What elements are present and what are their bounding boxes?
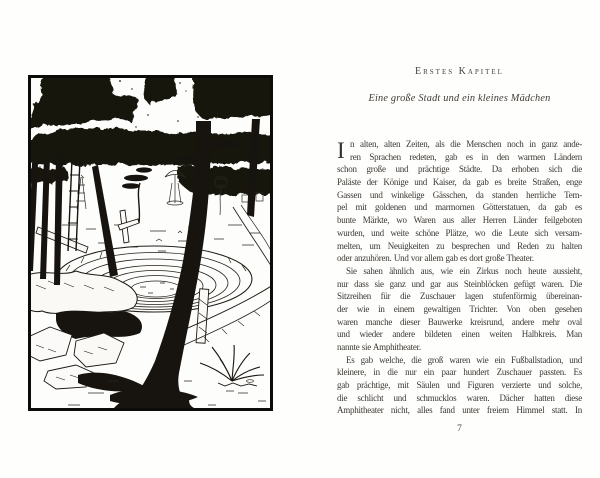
drop-cap: I [337,138,345,163]
body-line: die schlicht und schmucklos waren. Dächer hatten diese [337,392,582,403]
illustration-svg [28,75,273,411]
chapter-subtitle: Eine große Stadt und ein kleines Mädchen [368,93,551,104]
chapter-body [337,138,582,417]
body-line: Paläste der Könige und Kaiser, da gab es breite Straßen, enge [337,177,582,188]
body-line: Sitzreihen für die Zuschauer lagen stufenförmig übereinan- [337,291,582,302]
right-page [337,0,582,478]
body-line: nannte sie Amphitheater. [337,342,421,352]
body-line: bunte Märkte, wo Waren aus aller Herren Länder feilgeboten [337,215,582,226]
body-line: wurden, und weite schöne Plätze, wo die Leute sich versam- [337,227,582,238]
body-line: und wieder andere bildeten einen weiten Halbkreis. Man [337,329,582,340]
body-line: der wie in einem gewaltigen Trichter. Von oben gesehen [337,303,582,314]
body-line: schon große und prächtige Städte. Da erhoben sich die [337,164,582,175]
chapter-heading: Erstes Kapitel [415,66,504,77]
body-line: ren Sprachen redeten, gab es in den warmen Ländern [350,151,582,162]
body-line: kleinere, in die nur ein paar hundert Zuschauer passten. Es [337,367,582,378]
body-line: Gassen und winkelige Gässchen, da standen herrliche Tem- [337,189,582,200]
body-line: Amphitheater nicht, alles fand unter freiem Himmel statt. In [337,405,582,416]
body-line: Es gab welche, die groß waren wie ein Fußballstadion, und [346,354,582,365]
body-line: melten, um Neuigkeiten zu besprechen und Reden zu halten [337,240,582,251]
body-line: pel mit goldenen und marmornen Götterstatuen, da gab es [337,202,582,213]
body-line: gab prächtige, mit Säulen und Figuren verzierte und solche, [337,380,582,391]
body-line: n alten, alten Zeiten, als die Menschen noch in ganz ande- [350,139,582,149]
page-number: 7 [457,424,462,434]
body-line: oder anzuhören. Und vor allem gab es dort große Theater. [337,253,534,264]
book-illustration [28,75,273,411]
body-line: nur dass sie ganz und gar aus Steinblöcken gefügt waren. Die [337,278,582,289]
body-line: waren manche dieser Bauwerke kreisrund, andere mehr oval [337,316,582,327]
body-line: Sie sahen ähnlich aus, wie ein Zirkus noch heute aussieht, [346,265,582,276]
